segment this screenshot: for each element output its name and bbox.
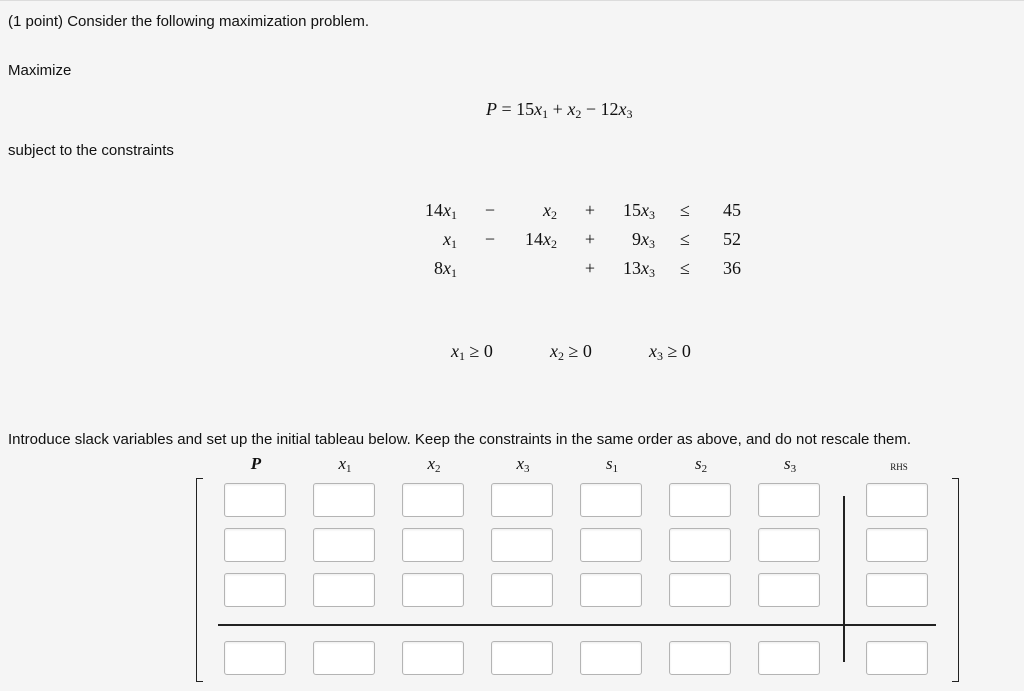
tableau-input-row1-rhs[interactable]	[866, 483, 928, 517]
header-s3: $s_3$	[783, 454, 797, 475]
tableau-input-row4-rhs[interactable]	[866, 641, 928, 675]
tableau-input-row1-s3[interactable]	[758, 483, 820, 517]
constraint-row-3	[415, 258, 745, 284]
top-border	[0, 0, 1024, 1]
objective-function	[486, 99, 632, 120]
tableau-input-row1-p[interactable]	[224, 483, 286, 517]
constraint-row-2	[415, 229, 745, 255]
constraint-3-term-x3: $13x_3$	[623, 258, 655, 280]
constraint-row-1	[415, 200, 745, 226]
constraint-3-term-x1: $8x_1$	[434, 258, 457, 280]
objective-op-3: −	[585, 99, 596, 119]
constraint-1-term-x2: $x_2$	[543, 200, 557, 222]
header-x1: $x_1$	[338, 454, 352, 475]
tableau-input-row3-x1[interactable]	[313, 573, 375, 607]
tableau-input-row1-x2[interactable]	[402, 483, 464, 517]
tableau-rhs-divider	[843, 496, 845, 662]
constraint-2-term-x3: $9x_3$	[632, 229, 655, 251]
tableau-input-row3-s1[interactable]	[580, 573, 642, 607]
nonneg-x1: $x_1 \ge 0$	[451, 341, 493, 363]
constraint-2-term-x1: $x_1$	[443, 229, 457, 251]
tableau-input-row4-p[interactable]	[224, 641, 286, 675]
objective-op-2: +	[552, 99, 563, 119]
constraint-2-op-2: +	[584, 229, 596, 249]
tableau-input-row2-x2[interactable]	[402, 528, 464, 562]
tableau-input-row4-s3[interactable]	[758, 641, 820, 675]
problem-intro: (1 point) Consider the following maximization problem.	[8, 13, 369, 30]
tableau-input-row1-s1[interactable]	[580, 483, 642, 517]
header-x3: $x_3$	[516, 454, 530, 475]
tableau-input-row4-s2[interactable]	[669, 641, 731, 675]
header-rhs: RHS	[890, 462, 908, 472]
tableau-input-row3-x2[interactable]	[402, 573, 464, 607]
tableau-input-row3-p[interactable]	[224, 573, 286, 607]
objective-eq: =	[501, 99, 512, 119]
tableau-input-row2-s1[interactable]	[580, 528, 642, 562]
header-s1: $s_1$	[605, 454, 619, 475]
constraint-2-relation: ≤	[680, 229, 690, 249]
constraint-1-term-x1: $14x_1$	[425, 200, 457, 222]
constraint-3-relation: ≤	[680, 258, 690, 278]
tableau-input-row2-p[interactable]	[224, 528, 286, 562]
tableau-left-bracket	[196, 478, 203, 682]
tableau-input-row2-s3[interactable]	[758, 528, 820, 562]
objective-lhs: P	[486, 99, 497, 119]
header-x2: $x_2$	[427, 454, 441, 475]
objective-term-2: $x_2$	[567, 99, 582, 121]
objective-term-3: $12x_3$	[600, 99, 633, 121]
tableau-input-row2-x1[interactable]	[313, 528, 375, 562]
tableau-input-row3-s2[interactable]	[669, 573, 731, 607]
tableau-input-row2-x3[interactable]	[491, 528, 553, 562]
constraint-1-op-2: +	[584, 200, 596, 220]
nonneg-x2: $x_2 \ge 0$	[550, 341, 592, 363]
nonneg-x3: $x_3 \ge 0$	[649, 341, 691, 363]
constraint-1-rhs: 45	[723, 200, 741, 220]
constraint-3-rhs: 36	[723, 258, 741, 278]
tableau-input-row3-x3[interactable]	[491, 573, 553, 607]
tableau-input-row2-rhs[interactable]	[866, 528, 928, 562]
header-P: P	[250, 454, 262, 473]
tableau-objective-divider	[218, 624, 936, 626]
constraint-2-rhs: 52	[723, 229, 741, 249]
tableau-input-row1-s2[interactable]	[669, 483, 731, 517]
subject-label: subject to the constraints	[8, 142, 174, 159]
maximize-label: Maximize	[8, 62, 72, 79]
constraint-1-op-1: −	[484, 200, 496, 220]
tableau-input-row1-x3[interactable]	[491, 483, 553, 517]
constraint-3-op-2: +	[584, 258, 596, 278]
tableau-right-bracket	[952, 478, 959, 682]
tableau-input-row4-x1[interactable]	[313, 641, 375, 675]
tableau-input-row2-s2[interactable]	[669, 528, 731, 562]
tableau-input-row4-x2[interactable]	[402, 641, 464, 675]
tableau-instructions: Introduce slack variables and set up the initial tableau below. Keep the constraints in the same order as above, and do not rescale them.	[8, 431, 912, 448]
constraint-1-relation: ≤	[680, 200, 690, 220]
constraint-2-op-1: −	[484, 229, 496, 249]
tableau-input-row3-s3[interactable]	[758, 573, 820, 607]
constraint-1-term-x3: $15x_3$	[623, 200, 655, 222]
tableau-input-row4-s1[interactable]	[580, 641, 642, 675]
constraint-2-term-x2: $14x_2$	[525, 229, 557, 251]
tableau-input-row4-x3[interactable]	[491, 641, 553, 675]
tableau-input-row3-rhs[interactable]	[866, 573, 928, 607]
objective-term-1: $15x_1$	[516, 99, 549, 121]
tableau-input-row1-x1[interactable]	[313, 483, 375, 517]
header-s2: $s_2$	[694, 454, 708, 475]
